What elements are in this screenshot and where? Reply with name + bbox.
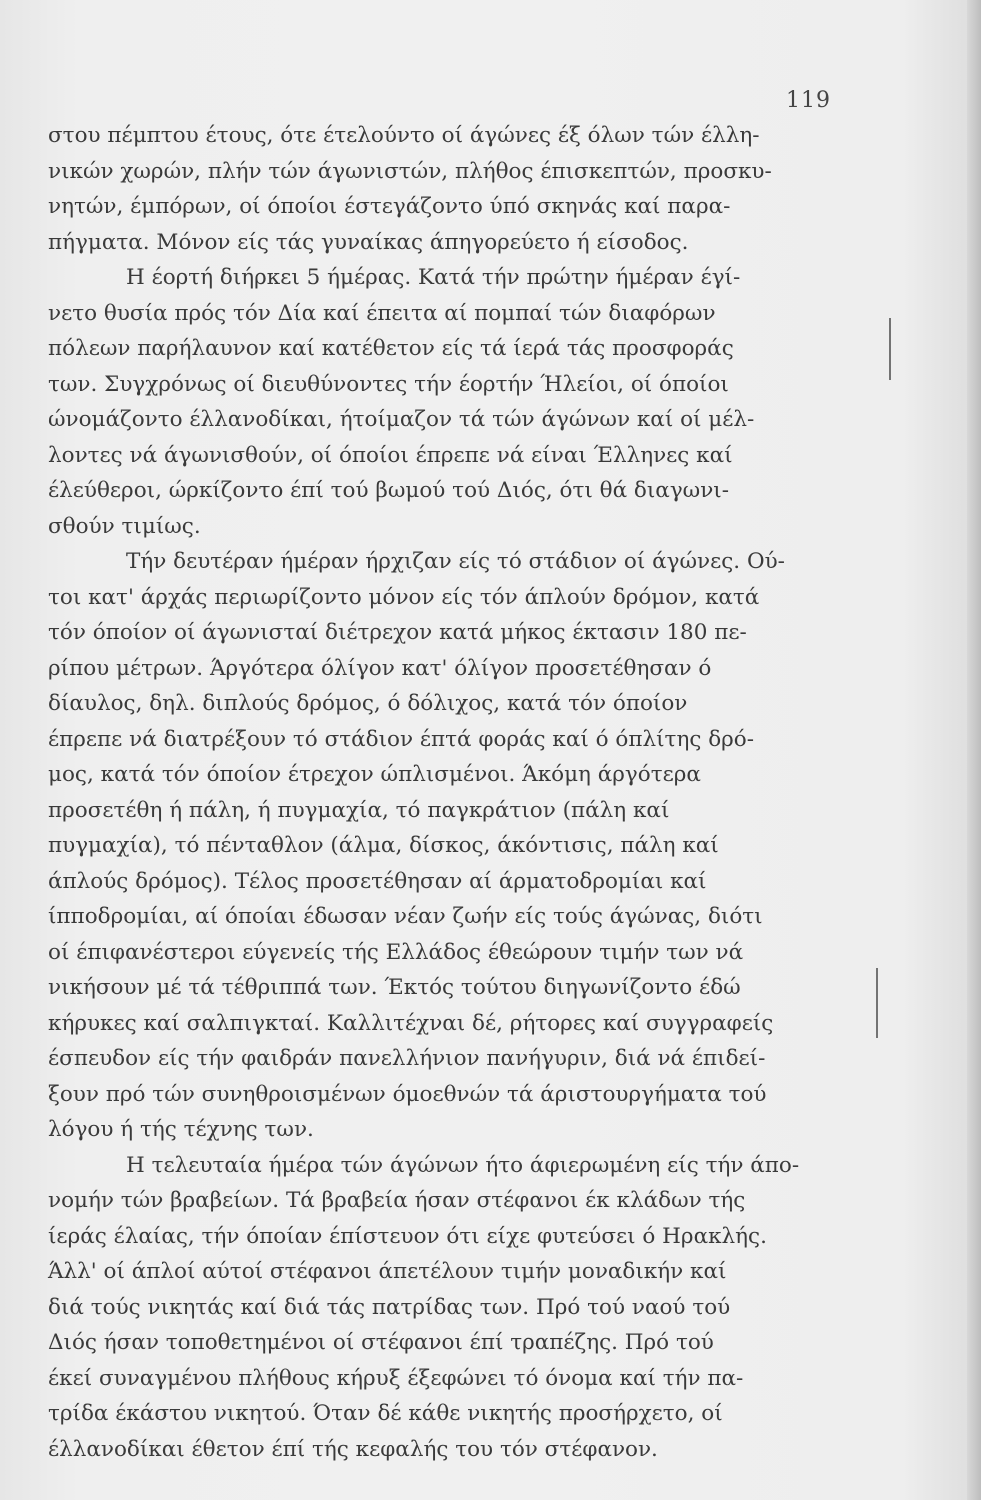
text-line: οί έπιφανέστεροι εύγενείς τής Ελλάδος έθεώρουν τιμήν των νά — [48, 939, 744, 965]
text-line: ξουν πρό τών συνηθροισμένων όμοεθνών τά άριστουργήματα τού — [48, 1081, 767, 1107]
text-line: λόγου ή τής τέχνης των. — [48, 1117, 314, 1142]
text-line: ίπποδρομίαι, αί όποίαι έδωσαν νέαν ζωήν είς τούς άγώνας, διότι — [48, 904, 763, 929]
text-line: νικήσουν μέ τά τέθριππά των. Έκτός τούτου διηγωνίζοντο έδώ — [48, 975, 741, 1000]
text-line: ώνομάζοντο έλλανοδίκαι, ήτοίμαζον τά τών άγώνων καί οί μέλ- — [48, 407, 755, 432]
text-line: τρίδα έκάστου νικητού. Όταν δέ κάθε νικητής προσήρχετο, οί — [48, 1401, 723, 1426]
text-line: νομήν τών βραβείων. Τά βραβεία ήσαν στέφανοι έκ κλάδων τής — [48, 1188, 746, 1213]
text-line: έλλανοδίκαι έθετον έπί τής κεφαλής του τόν στέφανον. — [48, 1436, 658, 1462]
text-line: διά τούς νικητάς καί διά τάς πατρίδας των. Πρό τού ναού τού — [48, 1294, 731, 1320]
text-line: έσπευδον είς τήν φαιδράν πανελλήνιον πανήγυριν, διά νά έπιδεί- — [48, 1046, 766, 1071]
text-line: Άλλ' οί άπλοί αύτοί στέφανοι άπετέλουν τιμήν μοναδικήν καί — [48, 1259, 727, 1284]
text-line: άπλούς δρόμος). Τέλος προσετέθησαν αί άρματοδρομίαι καί — [48, 868, 707, 894]
text-line: σθούν τιμίως. — [48, 513, 201, 539]
text-line: στου πέμπτου έτους, ότε έτελούντο οί άγώνες έξ όλων τών έλλη- — [48, 123, 760, 148]
text-line: Τήν δευτέραν ήμέραν ήρχιζαν είς τό στάδιον οί άγώνες. Ού- — [126, 549, 785, 574]
text-line: πυγμαχία), τό πένταθλον (άλμα, δίσκος, άκόντισις, πάλη καί — [48, 833, 719, 858]
margin-pencil-mark — [889, 318, 891, 380]
text-line: πήγματα. Μόνον είς τάς γυναίκας άπηγορεύετο ή είσοδος. — [48, 229, 689, 255]
margin-pencil-mark — [876, 968, 878, 1038]
text-line: προσετέθη ή πάλη, ή πυγμαχία, τό παγκράτιον (πάλη καί — [48, 797, 670, 823]
text-line: Διός ήσαν τοποθετημένοι οί στέφανοι έπί τραπέζης. Πρό τού — [48, 1330, 714, 1355]
text-line: τοι κατ' άρχάς περιωρίζοντο μόνον είς τόν άπλούν δρόμον, κατά — [48, 584, 760, 610]
text-line: τόν όποίον οί άγωνισταί διέτρεχον κατά μήκος έκτασιν 180 πε- — [48, 620, 747, 645]
text-line: έπρεπε νά διατρέξουν τό στάδιον έπτά φοράς καί ό όπλίτης δρό- — [48, 726, 755, 752]
text-line: των. Συγχρόνως οί διευθύνοντες τήν έορτήν Ήλείοι, οί όποίοι — [48, 371, 729, 397]
page-number: 119 — [786, 88, 831, 113]
text-line: ρίπου μέτρων. Άργότερα όλίγον κατ' όλίγον προσετέθησαν ό — [48, 655, 712, 681]
text-line: μος, κατά τόν όποίον έτρεχον ώπλισμένοι. Άκόμη άργότερα — [48, 762, 701, 787]
text-line: λοντες νά άγωνισθούν, οί όποίοι έπρεπε νά είναι Έλληνες καί — [48, 442, 733, 468]
text-line: δίαυλος, δηλ. διπλούς δρόμος, ό δόλιχος, κατά τόν όποίον — [48, 691, 688, 716]
text-line: ίεράς έλαίας, τήν όποίαν έπίστευον ότι είχε φυτεύσει ό Ηρακλής. — [48, 1223, 767, 1249]
text-line: νικών χωρών, πλήν τών άγωνιστών, πλήθος έπισκεπτών, προσκυ- — [48, 158, 772, 184]
text-line: κήρυκες καί σαλπιγκταί. Καλλιτέχναι δέ, ρήτορες καί συγγραφείς — [48, 1010, 774, 1036]
text-line: πόλεων παρήλαυνον καί κατέθετον είς τά ίερά τάς προσφοράς — [48, 336, 734, 361]
text-line: Η έορτή διήρκει 5 ήμέρας. Κατά τήν πρώτην ήμέραν έγί- — [126, 265, 741, 290]
text-line: έκεί συναγμένου πλήθους κήρυξ έξεφώνει τό όνομα καί τήν πα- — [48, 1365, 744, 1391]
text-line: έλεύθεροι, ώρκίζοντο έπί τού βωμού τού Διός, ότι θά διαγωνι- — [48, 478, 729, 503]
text-line: νετο θυσία πρός τόν Δία καί έπειτα αί πομπαί τών διαφόρων — [48, 300, 716, 326]
text-line: Η τελευταία ήμέρα τών άγώνων ήτο άφιερωμένη είς τήν άπο- — [126, 1152, 800, 1178]
text-line: νητών, έμπόρων, οί όποίοι έστεγάζοντο ύπό σκηνάς καί παρα- — [48, 194, 731, 219]
body-text — [48, 118, 828, 1467]
page-edge-shadow — [967, 0, 981, 1500]
